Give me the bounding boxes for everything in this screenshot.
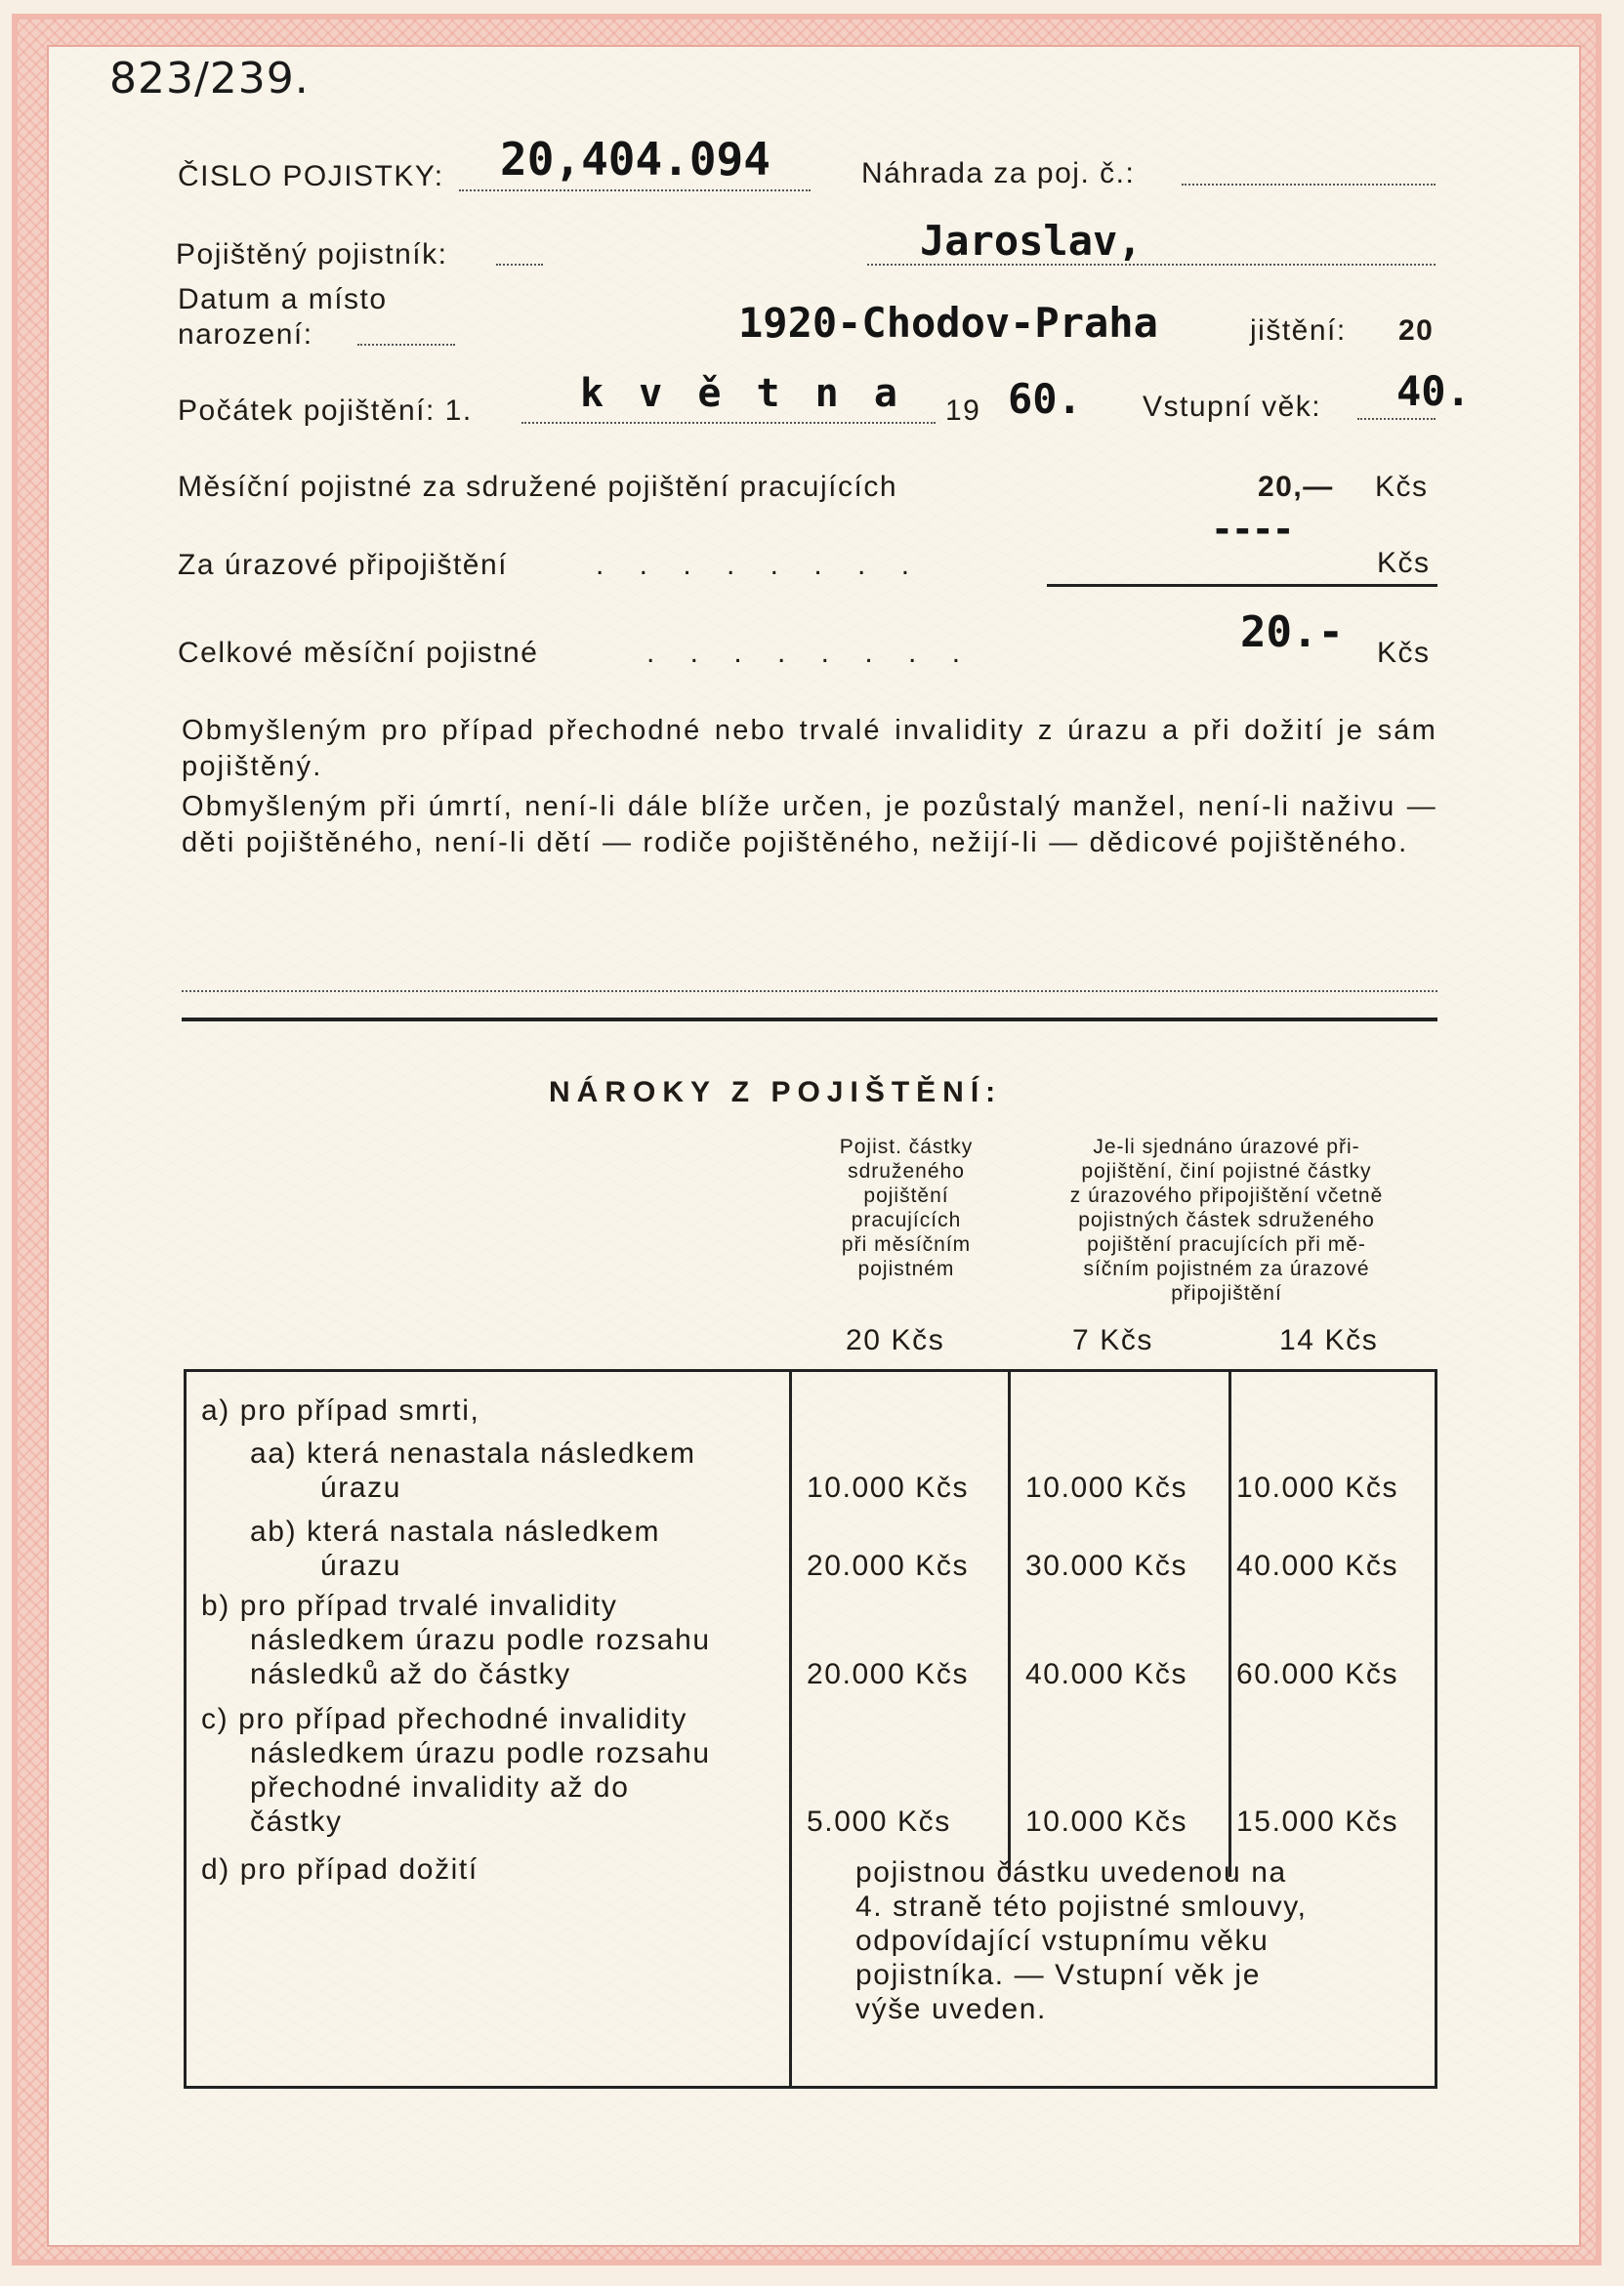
survival-text-line: pojistnou částku uvedenou na [855,1856,1287,1889]
section-rule [182,1018,1437,1021]
col2-header-line: pojištění, činí pojistné částky [1081,1160,1372,1183]
table-left-border [184,1369,187,2089]
dotted-line [459,189,811,191]
policy-number-label: ČISLO POJISTKY: [178,160,444,192]
col2-header-line: pojistných částek sdruženého [1078,1209,1375,1231]
monthly-premium-unit: Kčs [1375,471,1429,503]
policy-number-value: 20,404.094 [500,133,770,186]
col1-header-line: pojištění [863,1185,949,1207]
claim-row-label: aa) která nenastala následkem [250,1437,696,1470]
accident-premium-unit: Kčs [1377,547,1431,579]
birth-label-line1: Datum a místo [178,283,388,315]
beneficiary-invalidity-text: Obmyšleným pro případ přechodné nebo trvalé invalidity z úrazu a při dožití je sám pojištěný. [182,715,1437,782]
sum-rule [1047,584,1437,587]
entry-age-value: 40. [1396,367,1471,415]
dotted-line [496,264,543,266]
signature-dotted-line [182,990,1437,992]
accident-premium-dots: . . . . . . . . [596,549,924,581]
col1-header [789,1135,1023,1281]
col2-header-line: připojištění [1171,1282,1282,1305]
claim-amount: 5.000 Kčs [807,1806,951,1838]
col2-header-line: pojištění pracujících při mě- [1087,1233,1366,1256]
entry-age-label: Vstupní věk: [1143,391,1322,423]
handwritten-reference: 823/239. [109,54,310,104]
claim-row-label: následkem úrazu podle rozsahu [250,1737,711,1769]
start-month-value: k v ě t n a [580,371,903,416]
claim-row-label: následkem úrazu podle rozsahu [250,1624,711,1656]
claim-amount: 20.000 Kčs [807,1658,970,1690]
col2-header [1021,1135,1432,1306]
survival-text-line: výše uveden. [855,1993,1047,2025]
col1-header-line: pojistném [857,1258,955,1280]
dotted-line [521,422,936,424]
accident-premium-label: Za úrazové připojištění [178,549,508,581]
survival-text-line: 4. straně této pojistné smlouvy, [855,1891,1308,1923]
table-divider [789,1369,792,2089]
col1-header-line: Pojist. částky [839,1136,974,1158]
survival-benefit-text [855,1855,1308,2026]
col1-header-line: při měsíčním [841,1233,972,1256]
claim-row-label: částky [250,1806,343,1838]
survival-text-line: pojistníka. — Vstupní věk je [855,1959,1261,1991]
claim-row-label: úrazu [320,1550,402,1582]
claims-heading: NÁROKY Z POJIŠTĚNÍ: [549,1076,1003,1108]
premium-level-20: 20 Kčs [846,1324,945,1356]
birth-label-line2: narození: [178,318,313,351]
replacement-label: Náhrada za poj. č.: [861,157,1136,189]
dotted-line [357,344,455,346]
start-year-value: 60. [1008,375,1082,423]
survival-text-line: odpovídající vstupnímu věku [855,1925,1270,1957]
claim-row-label: následků až do částky [250,1658,571,1690]
claim-amount: 40.000 Kčs [1025,1658,1188,1690]
claim-amount: 20.000 Kčs [807,1550,970,1582]
claim-amount: 10.000 Kčs [1025,1806,1188,1838]
start-label: Počátek pojištění: 1. [178,395,473,427]
total-premium-value: 20.- [1240,607,1344,657]
claim-amount: 15.000 Kčs [1236,1806,1399,1838]
claim-row-label: c) pro případ přechodné invalidity [201,1703,687,1735]
birth-value: 1920-Chodov-Praha [738,299,1158,347]
col2-header-line: Je-li sjednáno úrazové při- [1093,1136,1360,1158]
table-divider [1228,1369,1231,1877]
premium-level-7: 7 Kčs [1072,1324,1154,1356]
table-divider [1008,1369,1011,1877]
claim-row-label: úrazu [320,1472,402,1504]
col2-header-line: síčním pojistném za úrazové [1083,1258,1370,1280]
claim-row-label: b) pro případ trvalé invalidity [201,1590,618,1622]
start-year-prefix: 19 [945,395,981,427]
claim-row-label: d) pro případ dožití [201,1853,479,1886]
beneficiary-death-text: Obmyšleným při úmrtí, není-li dále blíže určen, je pozůstalý manžel, není-li naživu — děti pojištěného, není-li dětí — rodiče pojištěného, nežijí-li — dědicové pojištěného. [182,791,1437,858]
claim-amount: 10.000 Kčs [1236,1472,1399,1504]
claim-amount: 60.000 Kčs [1236,1658,1399,1690]
birth-suffix-label: jištění: [1250,314,1347,347]
table-top-border [184,1369,1437,1372]
premium-level-14: 14 Kčs [1279,1324,1379,1356]
dotted-line [1182,184,1436,186]
total-premium-label: Celkové měsíční pojistné [178,637,539,669]
col2-header-line: z úrazového připojištění včetně [1069,1185,1384,1207]
dotted-line [1357,418,1436,420]
col1-header-line: pracujících [851,1209,962,1231]
table-right-border [1435,1369,1437,2089]
col1-header-line: sdruženého [848,1160,965,1183]
claim-row-label: přechodné invalidity až do [250,1771,630,1804]
claim-amount: 40.000 Kčs [1236,1550,1399,1582]
total-premium-dots: . . . . . . . . [646,637,975,669]
claim-amount: 10.000 Kčs [1025,1472,1188,1504]
insured-label: Pojištěný pojistník: [176,238,448,270]
claim-row-label: ab) která nastala následkem [250,1516,661,1548]
table-bottom-border [184,2086,1437,2089]
insured-name-value: Jaroslav, [920,217,1143,265]
monthly-premium-value: 20,— [1258,471,1334,503]
claim-amount: 10.000 Kčs [807,1472,970,1504]
claim-amount: 30.000 Kčs [1025,1550,1188,1582]
monthly-premium-label: Měsíční pojistné za sdružené pojištění pracujících [178,471,898,503]
birth-suffix-value: 20 [1398,314,1435,347]
total-premium-unit: Kčs [1377,637,1431,669]
accident-premium-value: ---- [1211,508,1293,551]
claim-row-label: a) pro případ smrti, [201,1394,480,1427]
